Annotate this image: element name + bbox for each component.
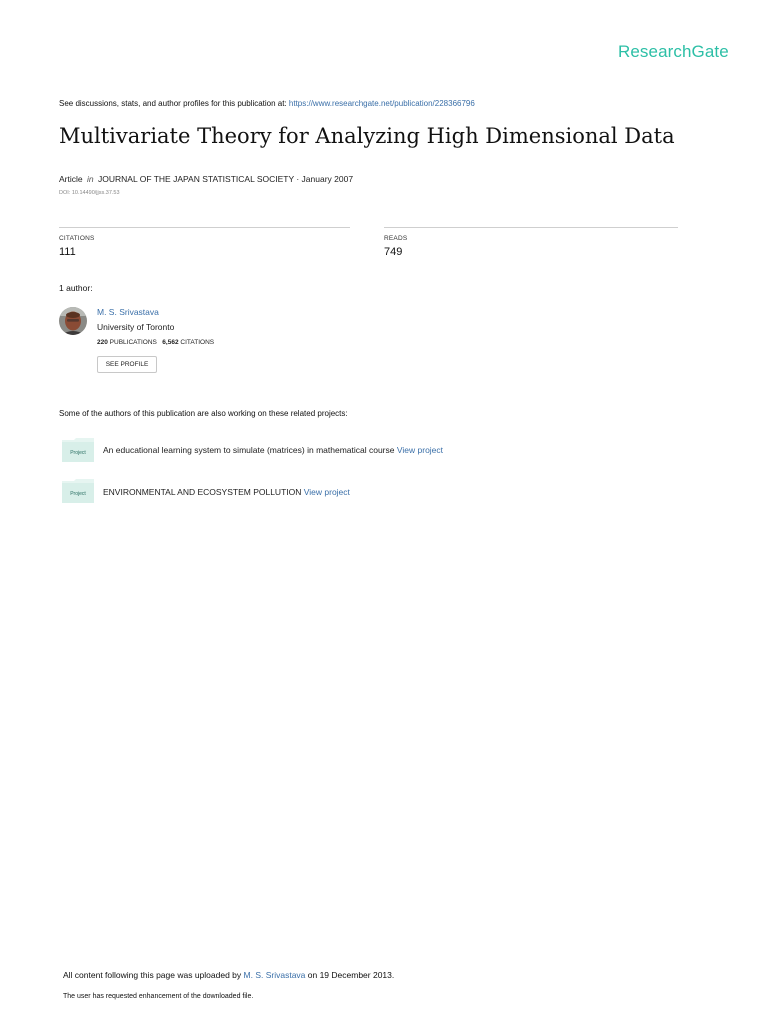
author-citations-label: CITATIONS: [180, 339, 215, 346]
journal-date: JOURNAL OF THE JAPAN STATISTICAL SOCIETY · January 2007: [98, 174, 354, 184]
publications-count: 220: [97, 339, 108, 346]
upload-note: [63, 970, 394, 980]
project-icon-label-2: Project: [70, 491, 86, 497]
reads-label: READS: [384, 235, 408, 242]
publication-url-link[interactable]: https://www.researchgate.net/publication/228366796: [288, 99, 475, 108]
article-type: Article: [59, 174, 83, 184]
in-word: in: [87, 174, 94, 184]
authors-heading: 1 author:: [59, 283, 93, 293]
project-icon-label-1: Project: [70, 450, 86, 456]
citations-label: CITATIONS: [59, 235, 95, 242]
related-projects-heading: Some of the authors of this publication are also working on these related projects:: [59, 409, 348, 418]
citations-value: 111: [59, 246, 76, 258]
discussions-line: [59, 99, 475, 108]
project-title: An educational learning system to simulate (matrices) in mathematical course: [103, 445, 395, 455]
upload-suffix: on 19 December 2013.: [305, 970, 395, 980]
upload-prefix: All content following this page was uploaded by: [63, 970, 244, 980]
researchgate-logo[interactable]: ResearchGate: [618, 42, 729, 61]
related-project-item: [103, 487, 350, 497]
article-meta: [59, 174, 353, 184]
related-project-item: [103, 445, 443, 455]
publication-title: Multivariate Theory for Analyzing High Dimensional Data: [59, 124, 675, 148]
view-project-link[interactable]: View project: [396, 445, 444, 455]
enhancement-note: The user has requested enhancement of the downloaded file.: [63, 993, 254, 1000]
uploader-link[interactable]: M. S. Srivastava: [243, 970, 306, 980]
view-project-link[interactable]: View project: [303, 487, 350, 497]
project-folder-icon: [62, 479, 94, 503]
citations-divider: [59, 227, 350, 228]
reads-value: 749: [384, 246, 403, 258]
author-name-link[interactable]: M. S. Srivastava: [97, 307, 159, 317]
avatar-photo-icon: [59, 307, 87, 335]
project-title: ENVIRONMENTAL AND ECOSYSTEM POLLUTION: [103, 487, 302, 497]
doi: DOI: 10.14490/jjss.37.53: [59, 190, 120, 196]
publications-label: PUBLICATIONS: [109, 339, 157, 346]
author-citations-count: 6,562: [162, 339, 179, 346]
project-folder-icon: [62, 438, 94, 462]
author-avatar[interactable]: [59, 307, 87, 335]
reads-divider: [384, 227, 678, 228]
see-profile-button[interactable]: SEE PROFILE: [97, 356, 157, 373]
author-institution: University of Toronto: [97, 322, 175, 332]
discussions-text: See discussions, stats, and author profiles for this publication at:: [59, 99, 289, 108]
author-stats: [97, 339, 214, 346]
